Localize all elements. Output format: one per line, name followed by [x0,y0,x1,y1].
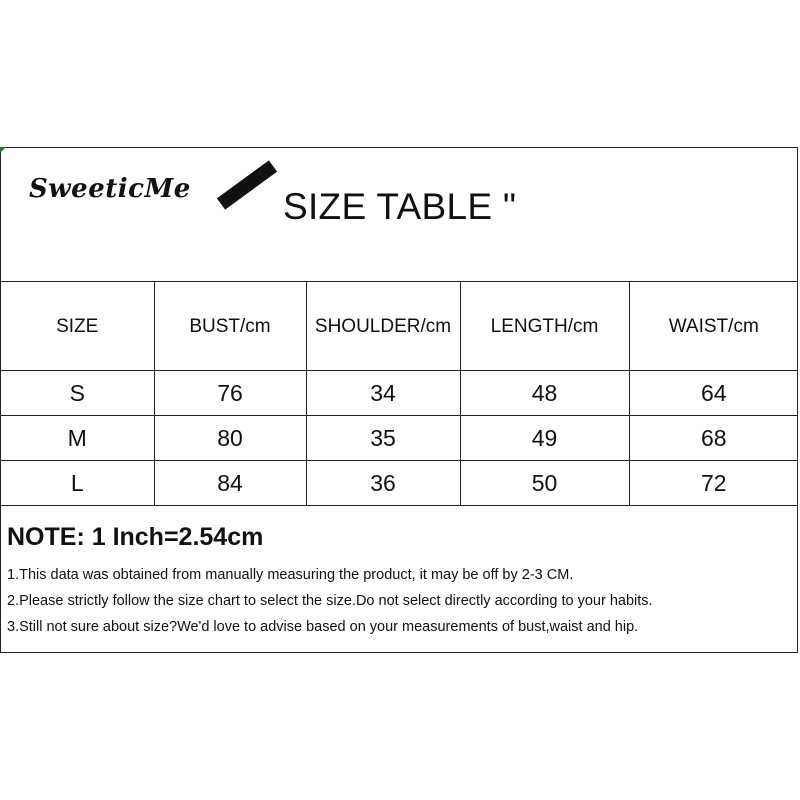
bust-cell: 76 [154,371,306,416]
size-table [1,281,798,506]
column-header-size: SIZE [1,282,154,371]
page-title: SIZE TABLE " [283,186,517,227]
length-cell: 49 [460,416,629,461]
corner-accent [0,147,6,153]
shoulder-cell: 36 [306,461,460,506]
shoulder-cell: 34 [306,371,460,416]
brand-logo: SweeticMe [29,174,191,204]
note-line: 1.This data was obtained from manually measuring the product, it may be off by 2-3 CM. [7,567,574,583]
note-title: NOTE: 1 Inch=2.54cm [7,523,264,551]
size-cell: L [1,461,154,506]
table-row [1,461,798,506]
column-header-shoulder [306,282,460,371]
size-cell: S [1,371,154,416]
column-header-bust: BUST/cm [154,282,306,371]
size-cell: M [1,416,154,461]
length-cell: 48 [460,371,629,416]
table-row [1,371,798,416]
notes-section [7,513,787,640]
note-line: 3.Still not sure about size?We'd love to advise based on your measurements of bust,waist and hip. [7,619,639,635]
length-cell: 50 [460,461,629,506]
size-chart-header [1,148,797,282]
note-line: 2.Please strictly follow the size chart to select the size.Do not select directly according to your habits. [7,593,653,609]
size-chart-card [0,147,798,653]
table-row [1,416,798,461]
shoulder-cell: 35 [306,416,460,461]
bust-cell: 84 [154,461,306,506]
waist-cell: 68 [629,416,798,461]
table-header-row [1,282,798,371]
waist-cell: 72 [629,461,798,506]
column-header-length: LENGTH/cm [460,282,629,371]
slash-decoration-icon [213,156,283,212]
bust-cell: 80 [154,416,306,461]
column-header-shoulder-text: SHOULDER/cm [314,315,452,337]
column-header-waist: WAIST/cm [629,282,798,371]
waist-cell: 64 [629,371,798,416]
